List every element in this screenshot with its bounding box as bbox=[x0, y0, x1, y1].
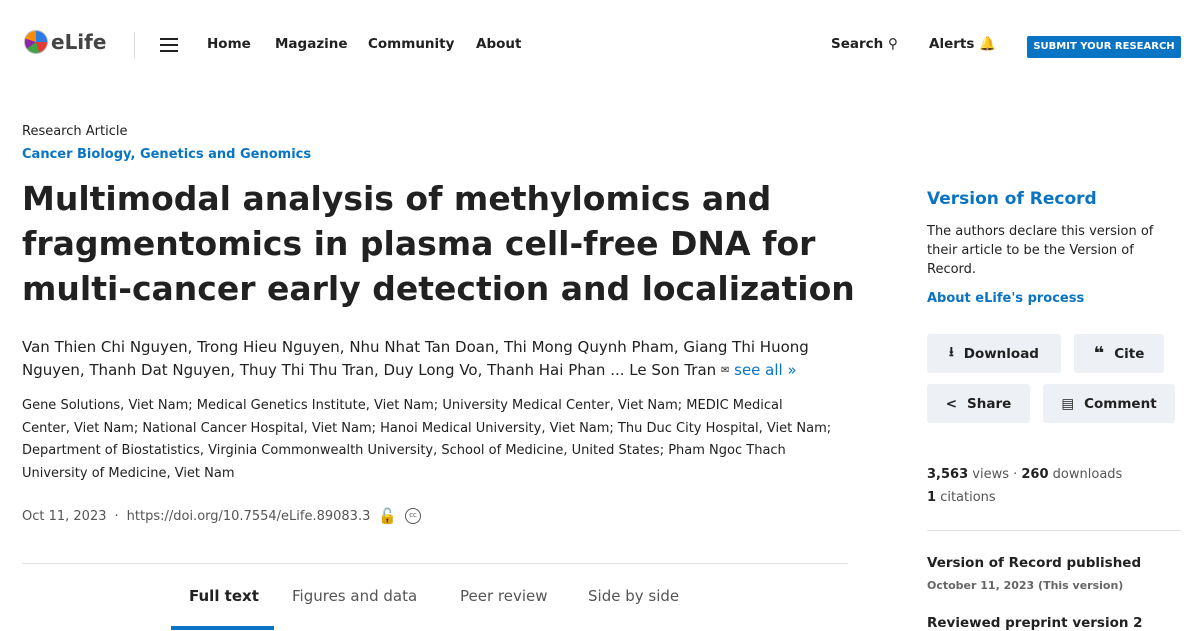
version-description: The authors declare this version of their article to be the Version of Record. bbox=[927, 224, 1154, 277]
comment-icon: ▤ bbox=[1061, 395, 1075, 412]
open-access-icon: 🔓 bbox=[378, 507, 398, 525]
search-button[interactable] bbox=[831, 36, 898, 52]
doi-link[interactable]: https://doi.org/10.7554/eLife.89083.3 bbox=[126, 508, 371, 524]
search-label: Search bbox=[831, 36, 884, 52]
email-icon: ✉ bbox=[720, 365, 730, 376]
bell-icon: 🔔 bbox=[979, 36, 996, 52]
cite-label: Cite bbox=[1114, 345, 1145, 362]
menu-icon[interactable] bbox=[160, 38, 178, 56]
nav-community[interactable]: Community bbox=[368, 36, 455, 52]
citations-label: citations bbox=[940, 490, 996, 505]
share-icon: < bbox=[945, 395, 958, 412]
submit-research-button[interactable]: SUBMIT YOUR RESEARCH bbox=[1027, 36, 1181, 58]
divider bbox=[134, 32, 135, 58]
article-metrics bbox=[927, 463, 1122, 509]
tab-side-by-side[interactable]: Side by side bbox=[588, 587, 680, 605]
history-item-date: October 11, 2023 (This version) bbox=[927, 579, 1124, 592]
tab-figures-and-data[interactable]: Figures and data bbox=[292, 587, 418, 605]
alerts-button[interactable] bbox=[929, 36, 996, 52]
article-subjects[interactable]: Cancer Biology, Genetics and Genomics bbox=[22, 147, 312, 162]
downloads-count: 260 bbox=[1021, 467, 1049, 482]
nav-about[interactable]: About bbox=[476, 36, 522, 52]
elife-logo[interactable] bbox=[24, 30, 106, 54]
author-list bbox=[22, 336, 862, 382]
history-item-title: Version of Record published bbox=[927, 555, 1142, 571]
quote-icon: ❝ bbox=[1093, 343, 1105, 364]
article-title: Multimodal analysis of methylomics and fragmentomics in plasma cell-free DNA for multi-cancer early detection and localization bbox=[22, 179, 855, 308]
tab-full-text[interactable]: Full text bbox=[189, 587, 259, 605]
authors-text: Van Thien Chi Nguyen, Trong Hieu Nguyen, Nhu Nhat Tan Doan, Thi Mong Quynh Pham, Giang Thi Huong Nguyen, Thanh Dat Nguyen, Thuy Thi Thu Tran, Duy Long Vo, Thanh Hai Phan ... Le Son Tran bbox=[22, 338, 809, 379]
downloads-label: downloads bbox=[1052, 467, 1123, 482]
download-label: Download bbox=[963, 345, 1039, 362]
history-item-title[interactable]: Reviewed preprint version 2 bbox=[927, 615, 1143, 631]
share-button[interactable] bbox=[927, 384, 1030, 423]
views-label: views · bbox=[972, 467, 1018, 482]
comment-button[interactable] bbox=[1043, 384, 1175, 423]
alerts-label: Alerts bbox=[929, 36, 975, 52]
active-tab-indicator bbox=[171, 626, 274, 630]
nav-magazine[interactable]: Magazine bbox=[275, 36, 348, 52]
article-type: Research Article bbox=[22, 124, 128, 139]
comment-label: Comment bbox=[1084, 395, 1157, 412]
divider bbox=[22, 563, 848, 564]
version-heading: Version of Record bbox=[927, 189, 1097, 209]
download-icon: ⭳ bbox=[949, 344, 954, 360]
share-label: Share bbox=[967, 395, 1012, 412]
cite-button[interactable] bbox=[1074, 334, 1164, 373]
nav-home[interactable]: Home bbox=[207, 36, 251, 52]
logo-text: eLife bbox=[51, 30, 107, 54]
search-icon: ⚲ bbox=[887, 36, 898, 52]
publish-date: Oct 11, 2023 bbox=[22, 508, 107, 524]
divider bbox=[927, 530, 1181, 531]
tab-peer-review[interactable]: Peer review bbox=[460, 587, 548, 605]
creative-commons-icon: cc bbox=[405, 508, 421, 524]
article-meta: Oct 11, 2023 · https://doi.org/10.7554/eLife.89083.3 🔓 cc bbox=[22, 507, 421, 525]
download-button[interactable] bbox=[927, 334, 1061, 373]
about-process-link[interactable]: About eLife's process bbox=[927, 291, 1085, 306]
elife-logo-icon bbox=[24, 30, 48, 54]
affiliations: Gene Solutions, Viet Nam; Medical Genetics Institute, Viet Nam; University Medical Center, Viet Nam; MEDIC Medical Center, Viet Nam; National Cancer Hospital, Viet Nam; Hanoi Medical University, Viet Nam; Thu Duc City Hospital, Viet Nam; Department of Biostatistics, Virginia Commonwealth University, School of Medicine, United States; Pham Ngoc Thach University of Medicine, Viet Nam bbox=[22, 398, 832, 481]
see-all-authors-link[interactable]: see all » bbox=[734, 361, 797, 379]
citations-count: 1 bbox=[927, 490, 937, 505]
views-count: 3,563 bbox=[927, 467, 969, 482]
